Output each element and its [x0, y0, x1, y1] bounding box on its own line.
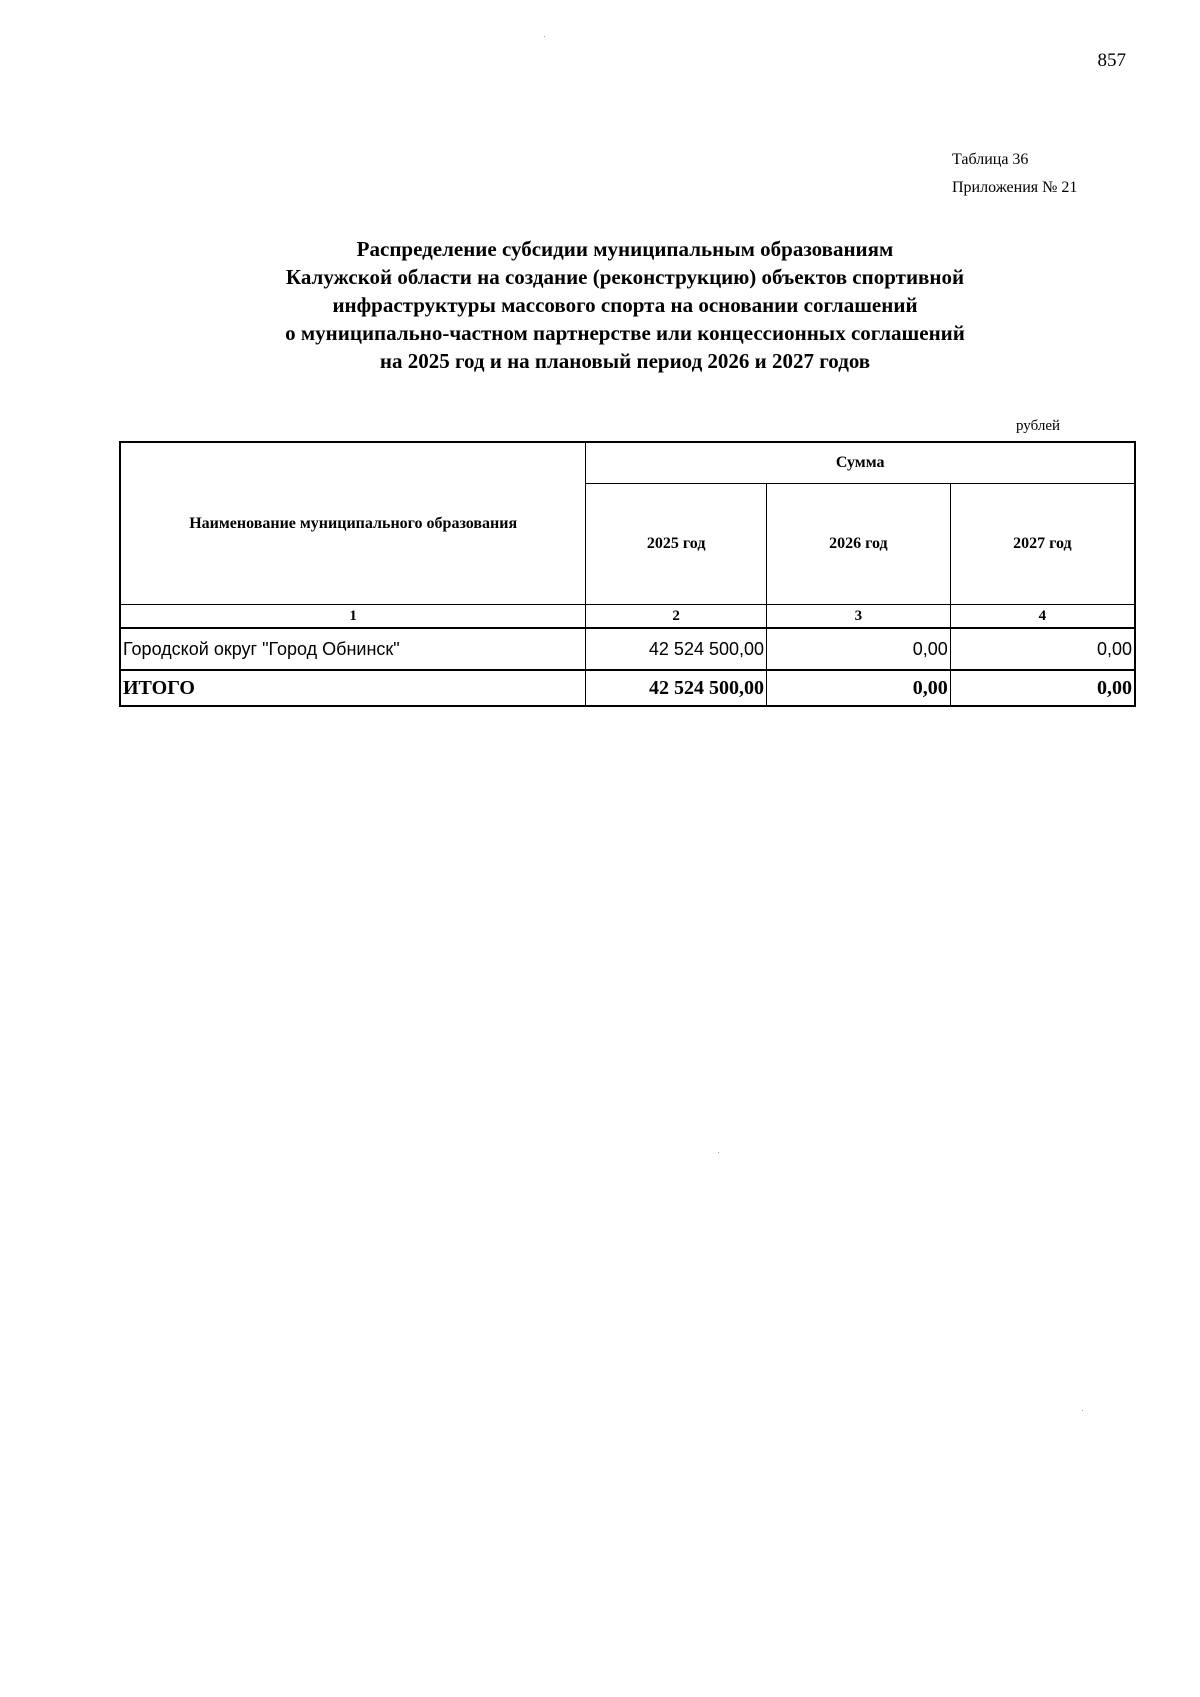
- header-sum-group: Сумма: [586, 442, 1135, 484]
- amount-2025: 42 524 500,00: [586, 628, 767, 670]
- header-year-2027: 2027 год: [950, 484, 1135, 605]
- total-2025: 42 524 500,00: [586, 670, 767, 706]
- appendix-label: Приложения № 21: [952, 179, 1078, 196]
- total-2026: 0,00: [767, 670, 951, 706]
- amount-2027: 0,00: [950, 628, 1135, 670]
- title-line: инфраструктуры массового спорта на основании соглашений: [332, 293, 918, 317]
- header-name-column: Наименование муниципального образования: [120, 442, 586, 605]
- total-label: ИТОГО: [120, 670, 586, 706]
- table-label: Таблица 36: [952, 151, 1029, 168]
- municipality-name: Городской округ "Город Обнинск": [120, 628, 586, 670]
- title-line: на 2025 год и на плановый период 2026 и 2027 годов: [379, 349, 871, 373]
- table-row: [120, 628, 1135, 670]
- column-number: 2: [586, 605, 767, 629]
- column-number: 1: [120, 605, 586, 629]
- annex-reference: [952, 146, 1077, 202]
- scan-speck: [1082, 1410, 1083, 1411]
- total-2027: 0,00: [950, 670, 1135, 706]
- header-year-2025: 2025 год: [586, 484, 767, 605]
- document-title: [120, 235, 1130, 375]
- total-row: [120, 670, 1135, 706]
- subsidy-table: [119, 441, 1136, 707]
- unit-label: рублей: [1016, 418, 1061, 434]
- column-number: 3: [767, 605, 951, 629]
- title-line: о муниципально-частном партнерстве или концессионных соглашений: [285, 321, 965, 345]
- amount-2026: 0,00: [767, 628, 951, 670]
- header-year-2026: 2026 год: [767, 484, 951, 605]
- column-numbers-row: [120, 605, 1135, 629]
- page-number: 857: [1097, 50, 1126, 71]
- scan-speck: [544, 36, 545, 37]
- column-number: 4: [950, 605, 1135, 629]
- title-line: Калужской области на создание (реконструкцию) объектов спортивной: [285, 265, 965, 289]
- scan-speck: [718, 1152, 719, 1153]
- title-line: Распределение субсидии муниципальным образованиям: [356, 237, 894, 261]
- table-header-row: [120, 442, 1135, 484]
